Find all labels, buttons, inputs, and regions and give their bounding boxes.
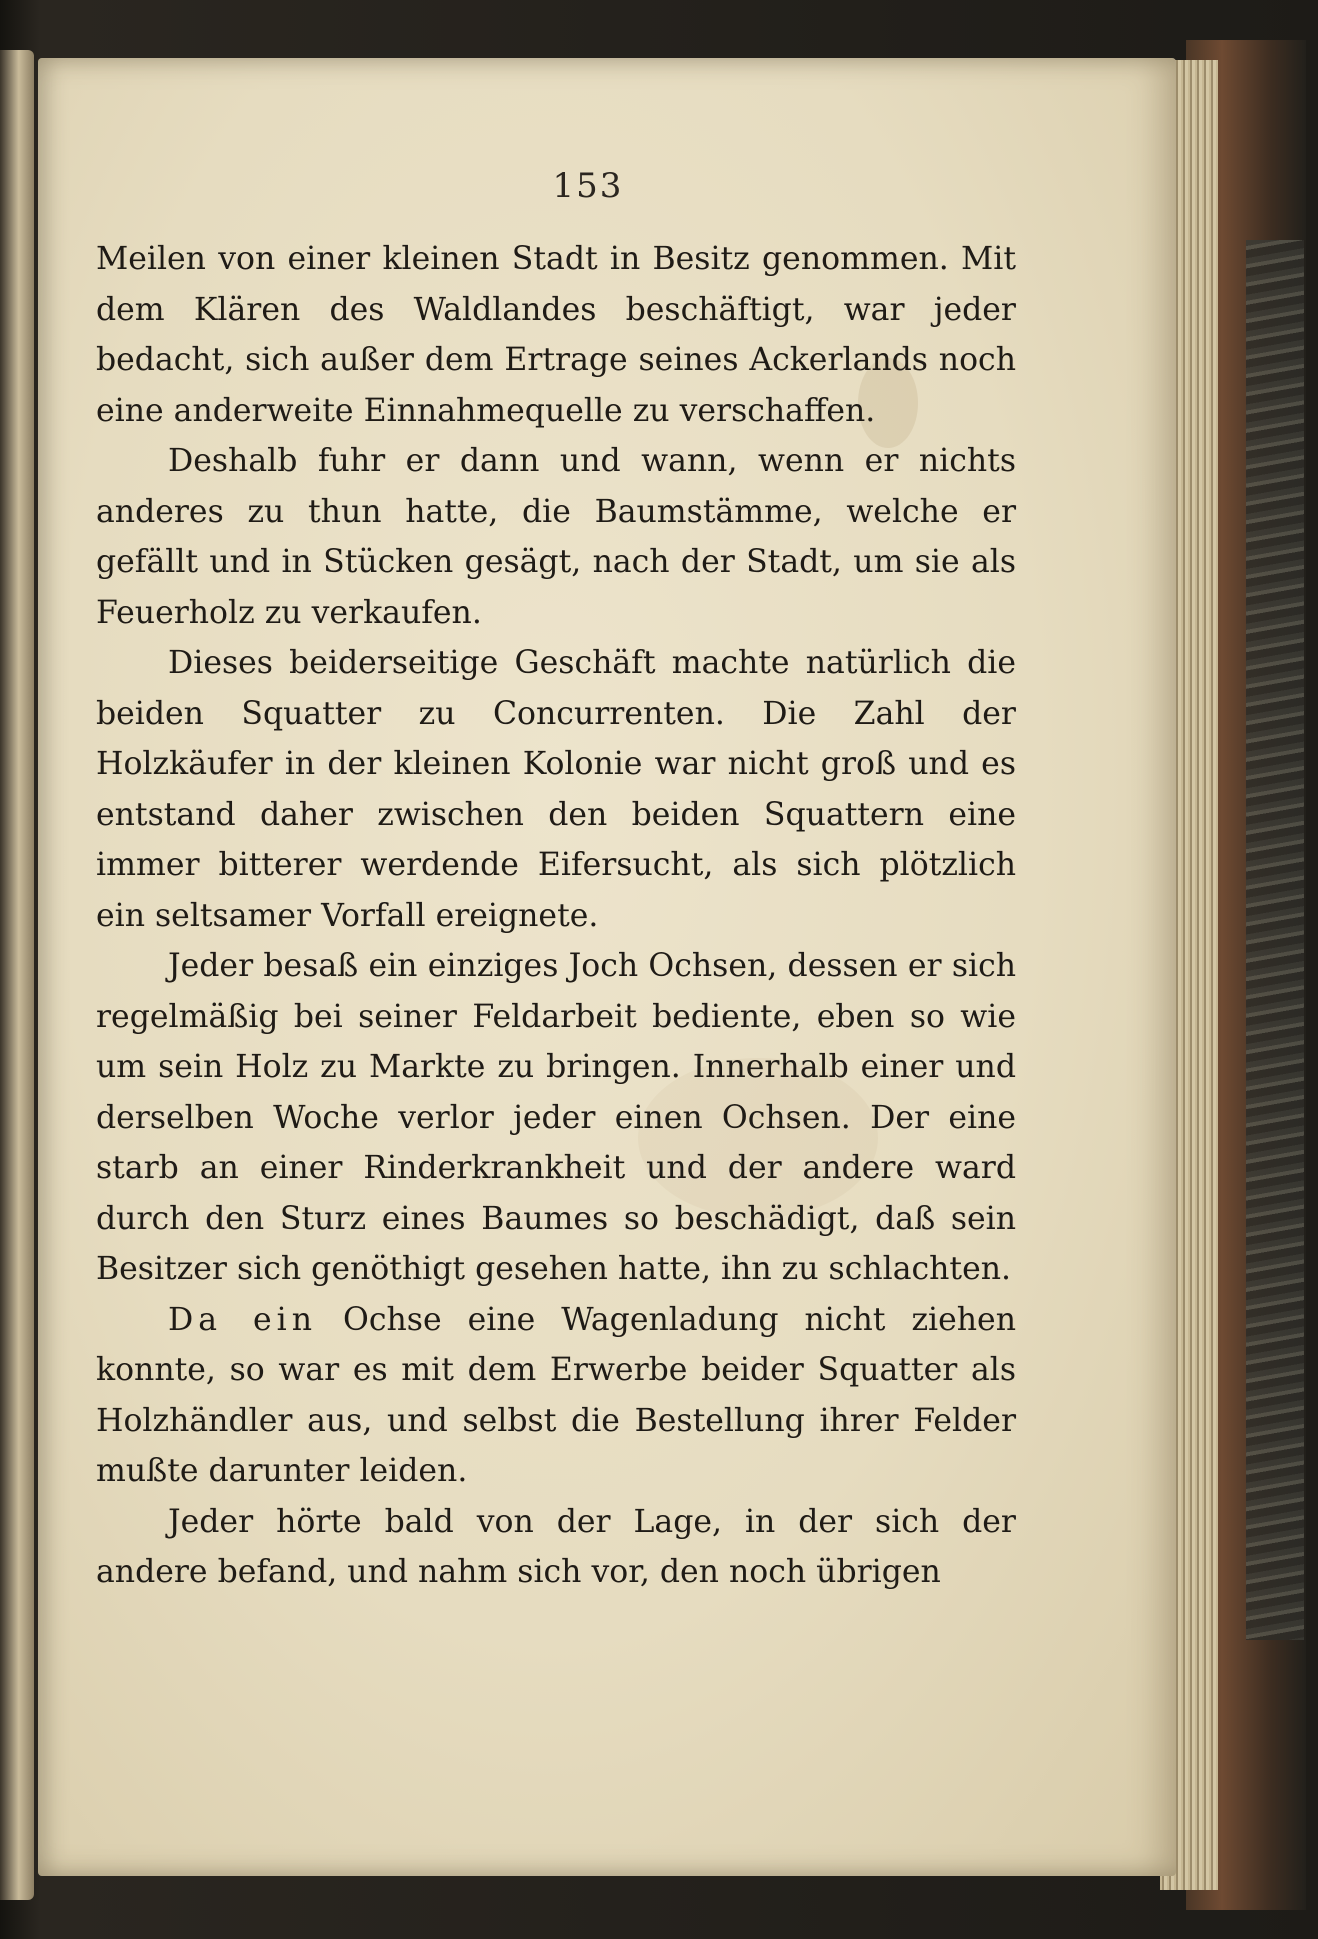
- paragraph-5-text: Ochse eine Wagenladung nicht ziehen konnte, so war es mit dem Erwerbe beider Squatter als Holzhändler aus, und selbst die Bestellung ihrer Felder mußte darunter leiden.: [96, 1301, 1016, 1489]
- body-text: [96, 234, 1016, 1598]
- page-number: 153: [552, 166, 624, 206]
- paragraph-2: Deshalb fuhr er dann und wann, wenn er nichts anderes zu thun hatte, die Baumstämme, welche er gefällt und in Stücken gesägt, nach der Stadt, um sie als Feuerholz zu verkaufen.: [96, 443, 1016, 631]
- paragraph-3: Dieses beiderseitige Geschäft machte natürlich die beiden Squatter zu Concurrenten. Die Zahl der Holzkäufer in der kleinen Kolonie war nicht groß und es entstand daher zwischen den beiden Squattern eine immer bitterer werdende Eifersucht, als sich plötzlich ein seltsamer Vorfall ereignete.: [96, 645, 1016, 934]
- paragraph-4: Jeder besaß ein einziges Joch Ochsen, dessen er sich regelmäßig bei seiner Feldarbeit bediente, eben so wie um sein Holz zu Markte zu bringen. Innerhalb einer und derselben Woche verlor jeder einen Ochsen. Der eine starb an einer Rinderkrankheit und der andere ward durch den Sturz eines Baumes so beschädigt, daß sein Besitzer sich genöthigt gesehen hatte, ihn zu schlachten.: [96, 948, 1016, 1287]
- paragraph-5: [96, 1295, 1016, 1497]
- book-page: [38, 58, 1176, 1876]
- paragraph-1: Meilen von einer kleinen Stadt in Besitz genommen. Mit dem Klären des Waldlandes beschäftigt, war jeder bedacht, sich außer dem Ertrage seines Ackerlands noch eine anderweite Einnahmequelle zu verschaffen.: [96, 241, 1016, 429]
- spaced-emphasis: Da ein: [168, 1301, 318, 1338]
- marbled-cover: [1246, 240, 1304, 1640]
- previous-page-edge: [0, 50, 34, 1900]
- paragraph-6: Jeder hörte bald von der Lage, in der sich der andere befand, und nahm sich vor, den noch übrigen: [96, 1503, 1016, 1590]
